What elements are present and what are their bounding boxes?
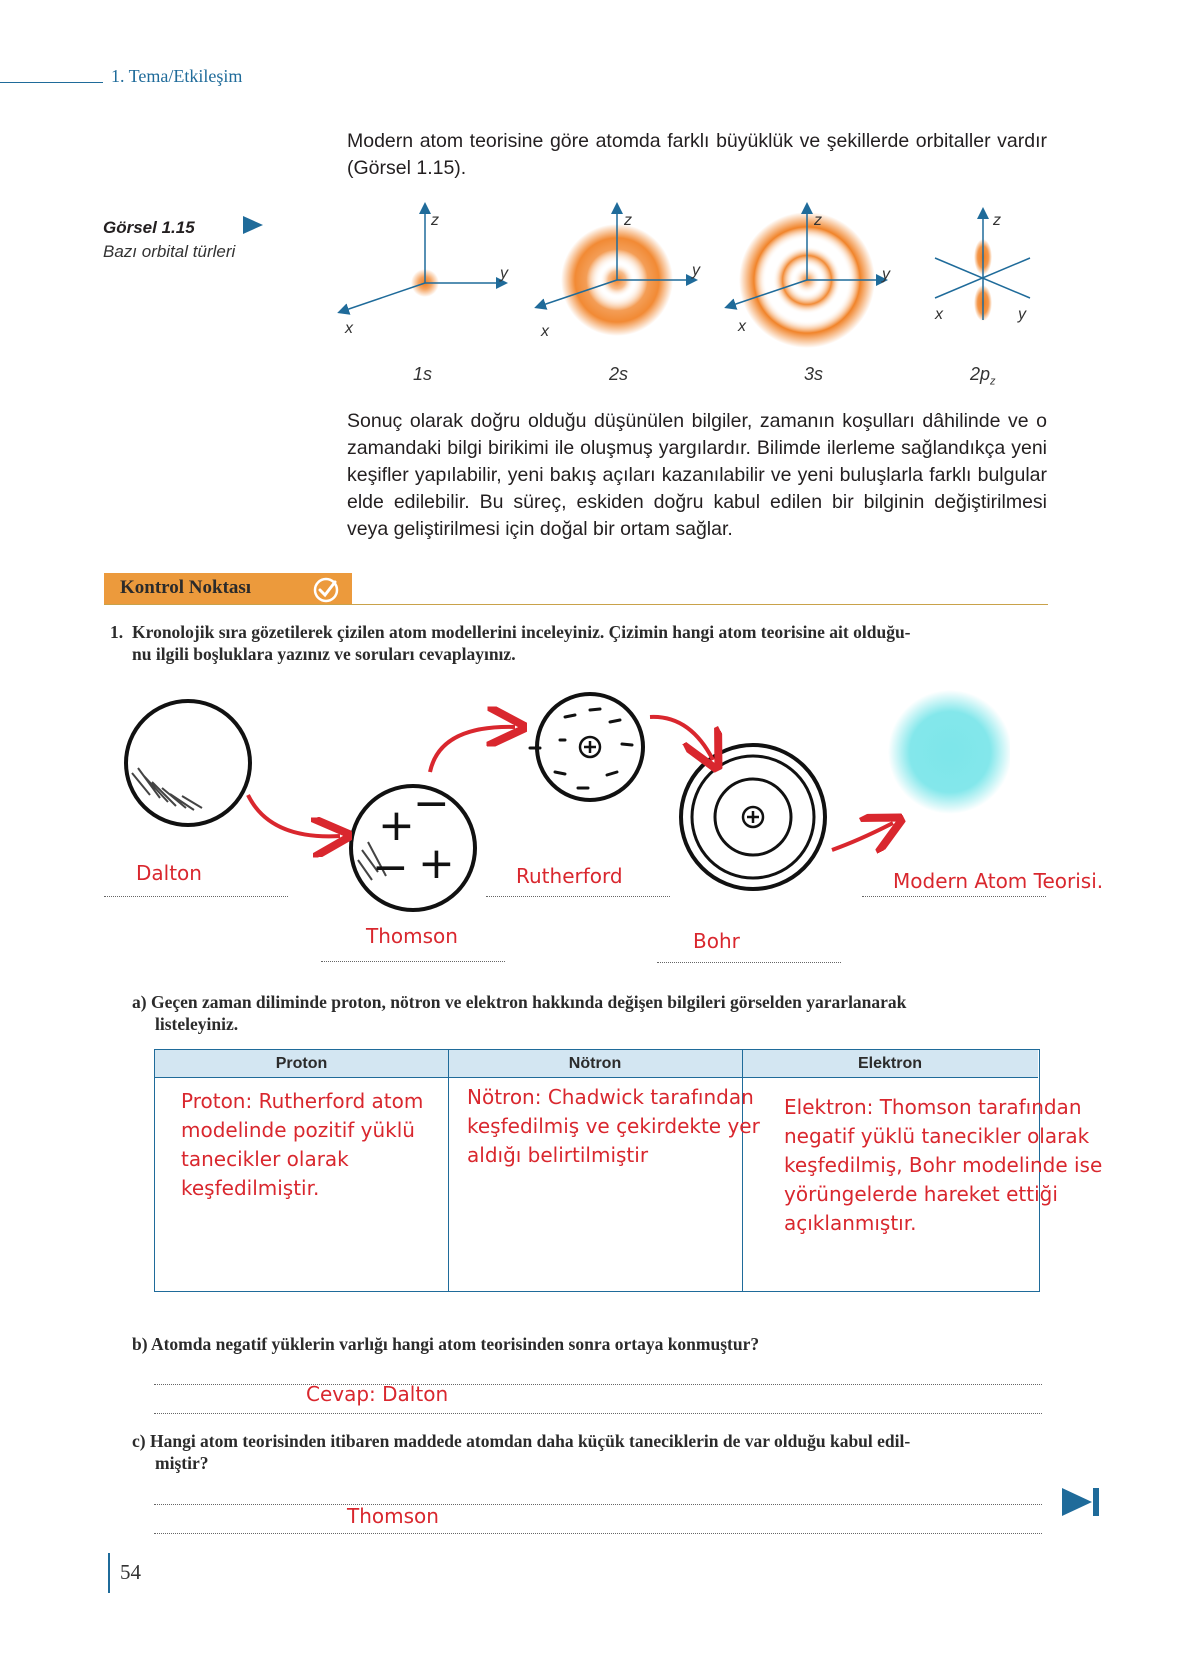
answer-line-c-2 <box>154 1533 1042 1534</box>
orbital-2s-diagram <box>537 205 695 336</box>
answer-thomson: Thomson <box>366 924 458 948</box>
answer-proton-line: Proton: Rutherford atom <box>181 1089 424 1113</box>
dalton-model <box>126 701 250 825</box>
orbital-label-3s: 3s <box>804 364 824 384</box>
axis-label-x: x <box>738 318 746 335</box>
answer-b: Cevap: Dalton <box>306 1382 449 1406</box>
answer-proton-line: modelinde pozitif yüklü <box>181 1118 415 1142</box>
question-1-number: 1. <box>110 622 124 642</box>
answer-line-bohr <box>657 962 841 963</box>
orbital-3s-diagram <box>727 205 885 348</box>
axis-label-z: z <box>814 212 822 229</box>
table-header-elektron: Elektron <box>742 1050 1038 1078</box>
question-1-line-1: Kronolojik sıra gözetilerek çizilen atom modellerini inceleyiniz. Çizimin hangi atom teorisine ait olduğu- <box>132 622 911 642</box>
orbitals-figure <box>330 200 1050 400</box>
check-circle-icon <box>312 576 340 604</box>
answer-line-dalton <box>104 896 288 897</box>
table-header-proton: Proton <box>155 1050 448 1078</box>
next-page-icon[interactable] <box>1062 1486 1102 1518</box>
question-c-line-1: c) Hangi atom teorisinden itibaren maddede atomdan daha küçük taneciklerin de var olduğu kabul edil- <box>132 1431 911 1451</box>
rutherford-model <box>530 694 643 800</box>
section-header: 1. Tema/Etkileşim <box>111 66 243 86</box>
answer-line-b-2 <box>154 1413 1042 1414</box>
answer-notron-line: aldığı belirtilmiştir <box>467 1143 649 1167</box>
answer-c: Thomson <box>347 1504 439 1528</box>
answer-proton-line: keşfedilmiştir. <box>181 1176 320 1200</box>
answer-elektron-line: keşfedilmiş, Bohr modelinde ise <box>784 1153 1103 1177</box>
conclusion-paragraph: Sonuç olarak doğru olduğu düşünülen bilgiler, zamanın koşulları dâhilinde ve o zamandaki bilgi birikimi ile oluşmuş yargılardır. Bilimde ilerleme sağlandıkça yeni keşifler yapılabilir, yeni bakış açıları kazanılabilir ve yeni buluşlarla farklı bulgular elde edilebilir. Bu süreç, eskiden doğru kabul edilen bir bilginin değiştirilmesi veya geliştirilmesi için doğal bir ortam sağlar. <box>347 410 1047 540</box>
axis-label-x: x <box>345 320 353 337</box>
axis-label-x: x <box>935 306 943 323</box>
axis-label-y: y <box>500 265 508 282</box>
page-number: 54 <box>120 1560 141 1584</box>
answer-elektron-line: negatif yüklü tanecikler olarak <box>784 1124 1090 1148</box>
answer-elektron-line: açıklanmıştır. <box>784 1211 917 1235</box>
axis-label-z: z <box>624 212 632 229</box>
question-b: b) Atomda negatif yüklerin varlığı hangi atom teorisinden sonra ortaya konmuştur? <box>132 1334 760 1354</box>
bohr-model <box>681 745 825 889</box>
caption-pointer-icon <box>243 216 265 234</box>
orbital-1s-diagram <box>340 205 505 312</box>
axis-label-z: z <box>431 212 439 229</box>
answer-elektron-line: yörüngelerde hareket ettiği <box>784 1182 1058 1206</box>
axis-label-y: y <box>692 262 700 279</box>
question-a-line-2: listeleyiniz. <box>155 1014 239 1034</box>
header-rule <box>0 82 103 83</box>
orbital-label-1s: 1s <box>413 364 433 384</box>
plus-sign: + <box>378 800 415 851</box>
orbital-2pz-diagram <box>935 210 1030 321</box>
axis-label-y: y <box>882 266 890 283</box>
figure-subtitle: Bazı orbital türleri <box>103 242 236 261</box>
answer-modern: Modern Atom Teorisi. <box>893 869 1104 893</box>
answer-bohr: Bohr <box>693 929 740 953</box>
answer-rutherford: Rutherford <box>516 864 623 888</box>
answer-line-rutherford <box>486 896 670 897</box>
arrow-thomson-to-rutherford <box>430 727 515 772</box>
kontrol-noktasi-title: Kontrol Noktası <box>120 577 252 598</box>
answer-proton-line: tanecikler olarak <box>181 1147 349 1171</box>
atom-models-diagram <box>110 690 1010 950</box>
arrow-bohr-to-modern <box>832 823 893 850</box>
orbital-label-2pz: $2p_z$ <box>970 364 996 388</box>
question-1-line-2: nu ilgili boşluklara yazınız ve soruları cevaplayınız. <box>132 644 516 664</box>
question-a-line-1: a) Geçen zaman diliminde proton, nötron ve elektron hakkında değişen bilgileri görselden yararlanarak <box>132 992 907 1012</box>
page-number-rule <box>108 1553 110 1593</box>
answer-line-b-1 <box>154 1384 1042 1385</box>
arrow-rutherford-to-bohr <box>650 717 713 760</box>
figure-title: Görsel 1.15 <box>103 218 195 237</box>
plus-sign: + <box>418 838 455 889</box>
answer-dalton: Dalton <box>136 861 202 885</box>
axis-label-z: z <box>993 212 1001 229</box>
orbital-label-2s: 2s <box>609 364 629 384</box>
minus-sign: − <box>372 842 409 893</box>
question-c-line-2: miştir? <box>155 1453 209 1473</box>
minus-sign: − <box>413 778 450 829</box>
arrow-dalton-to-thomson <box>248 795 340 836</box>
intro-paragraph: Modern atom teorisine göre atomda farklı büyüklük ve şekillerde orbitaller vardır (Görsel 1.15). <box>347 130 1047 179</box>
axis-label-y: y <box>1018 306 1026 323</box>
answer-elektron-line: Elektron: Thomson tarafından <box>784 1095 1082 1119</box>
answer-notron-line: keşfedilmiş ve çekirdekte yer <box>467 1114 760 1138</box>
answer-notron-line: Nötron: Chadwick tarafından <box>467 1085 754 1109</box>
kontrol-divider <box>104 604 1048 605</box>
table-divider <box>448 1050 449 1291</box>
answer-notron <box>467 1083 760 1170</box>
answer-line-modern <box>862 896 1046 897</box>
axis-label-x: x <box>541 323 549 340</box>
answer-line-c-1 <box>154 1504 1042 1505</box>
answer-line-thomson <box>321 961 505 962</box>
table-header-notron: Nötron <box>448 1050 742 1078</box>
answer-proton <box>181 1087 423 1203</box>
answer-elektron <box>784 1093 1102 1238</box>
modern-atom-cloud <box>888 690 1010 814</box>
